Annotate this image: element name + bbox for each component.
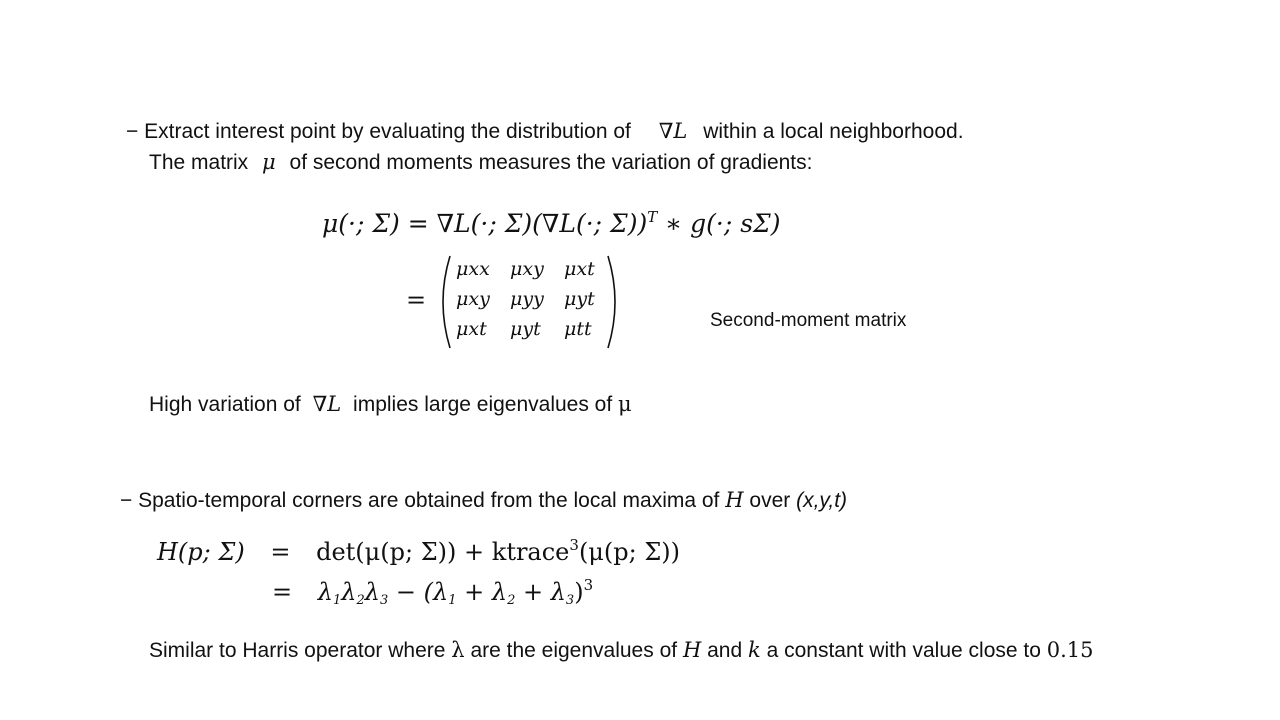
- equation-lhs: μ(·; Σ) = ∇L(·; Σ)(∇L(·; Σ)): [322, 209, 648, 238]
- subscript: 2: [507, 593, 516, 608]
- closing-after: a constant with value close to: [766, 639, 1041, 662]
- high-variation-text: High variation of: [149, 393, 301, 416]
- matrix-label: Second-moment matrix: [710, 310, 907, 331]
- equation-rhs: ∗ g(·; sΣ): [657, 209, 781, 238]
- matrix-intro-text: The matrix: [149, 151, 249, 174]
- matrix-cell: μyt: [510, 318, 541, 340]
- matrix-cell: μyt: [564, 288, 595, 310]
- bullet-1-line-2: [149, 150, 812, 175]
- k-symbol: k: [748, 638, 761, 662]
- closing-and: and: [707, 639, 743, 662]
- lambda-symbol: λ: [451, 638, 465, 662]
- matrix-cell: μxy: [456, 288, 490, 310]
- closing-mid: are the eigenvalues of: [470, 639, 678, 662]
- harris-equation-line-2: [272, 578, 593, 606]
- bullet-1-text: Extract interest point by evaluating the distribution of: [144, 120, 631, 143]
- constant-value: 0.15: [1046, 638, 1094, 662]
- subscript: 1: [448, 593, 457, 608]
- transpose-superscript: T: [647, 208, 658, 226]
- bullet-1-text-after: within a local neighborhood.: [703, 120, 964, 143]
- eq2-trace-power: 3: [569, 536, 579, 554]
- bullet-2-text: Spatio-temporal corners are obtained from the local maxima of: [138, 489, 720, 512]
- matrix-cell: μtt: [564, 318, 592, 340]
- close-paren: ): [574, 578, 584, 606]
- lambda-plus: + λ: [456, 578, 508, 606]
- high-variation-line: [149, 392, 632, 417]
- eq2-lhs: H(p; Σ): [157, 538, 245, 566]
- lambda-plus: + λ: [515, 578, 566, 606]
- lambda: λ: [341, 578, 357, 606]
- nabla-l-symbol: ∇L: [312, 392, 342, 416]
- matrix-cell: μxt: [456, 318, 487, 340]
- eq2-equals: =: [272, 578, 293, 606]
- h-symbol: H: [725, 488, 744, 512]
- matrix-intro-after: of second moments measures the variation of gradients:: [289, 151, 813, 174]
- lambda: λ: [317, 578, 333, 606]
- matrix-cell: μyy: [510, 288, 544, 310]
- matrix-cell: μxx: [456, 258, 490, 280]
- second-moment-equation: [322, 209, 780, 238]
- eq2-trace-arg: (μ(p; Σ)): [578, 538, 681, 566]
- eq2-trace: trace: [506, 538, 570, 566]
- lambda: λ: [364, 578, 380, 606]
- eq2-equals: =: [270, 538, 291, 566]
- bullet-1-line-1: [126, 119, 964, 144]
- minus-sign: −: [388, 578, 424, 606]
- nabla-l-symbol: ∇L: [658, 119, 688, 143]
- closing-line: [149, 638, 1094, 663]
- eq2-det: det(μ(p; Σ)) + k: [316, 538, 507, 566]
- subscript: 3: [379, 593, 389, 608]
- bullet-2-line: [120, 488, 847, 513]
- mu-symbol: μ: [262, 150, 276, 174]
- matrix-equals-sign: =: [406, 286, 427, 314]
- subscript: 2: [356, 593, 365, 608]
- coords-text: (x,y,t): [796, 489, 848, 512]
- bullet-dash: −: [120, 489, 133, 512]
- matrix-cell: μxy: [510, 258, 544, 280]
- subscript: 1: [332, 593, 342, 608]
- high-variation-after: implies large eigenvalues of: [353, 393, 613, 416]
- lambda-sum-open: (λ: [423, 578, 449, 606]
- matrix-cell: μxt: [564, 258, 595, 280]
- closing-text: Similar to Harris operator where: [149, 639, 446, 662]
- h-symbol: H: [682, 638, 702, 662]
- second-moment-matrix: [456, 258, 618, 340]
- subscript: 3: [565, 593, 575, 608]
- harris-equation-line-1: [157, 538, 680, 566]
- bullet-2-over: over: [749, 489, 791, 512]
- mu-symbol: μ: [618, 392, 632, 416]
- bullet-dash: −: [126, 120, 139, 143]
- cube-power: 3: [583, 576, 594, 594]
